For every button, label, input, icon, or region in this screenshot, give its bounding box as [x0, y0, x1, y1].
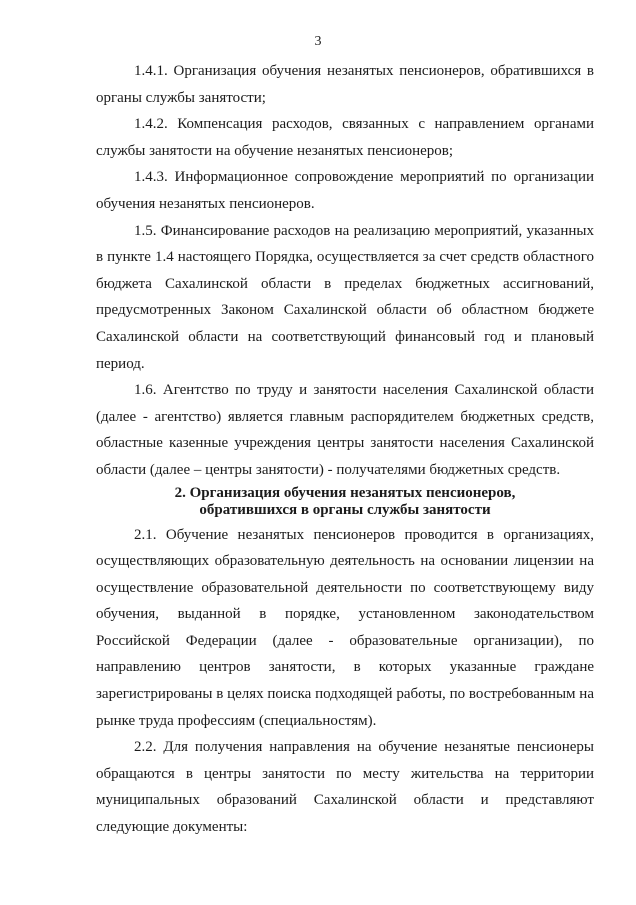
paragraph-1-4-1: 1.4.1. Организация обучения незанятых пенсионеров, обратившихся в органы службы занятости;	[96, 63, 594, 106]
document-body	[96, 58, 594, 841]
section-heading-line-2: обратившихся в органы службы занятости	[199, 501, 491, 518]
section-heading-line-1: 2. Организация обучения незанятых пенсионеров,	[174, 484, 516, 501]
page-number: 3	[314, 34, 322, 49]
section-heading	[96, 485, 594, 519]
paragraph-1-4-2: 1.4.2. Компенсация расходов, связанных с направлением органами службы занятости на обучение незанятых пенсионеров;	[96, 116, 594, 159]
paragraph-1-6: 1.6. Агентство по труду и занятости населения Сахалинской области (далее - агентство) является главным распорядителем бюджетных средств, областные казенные учреждения центры занятости населения Сахалинской области (далее – центры занятости) - получателями бюджетных средств.	[96, 382, 594, 478]
paragraph-1-5: 1.5. Финансирование расходов на реализацию мероприятий, указанных в пункте 1.4 настоящего Порядка, осуществляется за счет средств областного бюджета Сахалинской области в пределах бюджетных ассигнований, предусмотренных Законом Сахалинской области об областном бюджете Сахалинской области на соответствующий финансовый год и плановый период.	[96, 222, 594, 372]
paragraph-2-2: 2.2. Для получения направления на обучение незанятые пенсионеры обращаются в центры занятости по месту жительства на территории муниципальных образований Сахалинской области и представляют следующие документы:	[96, 739, 594, 836]
paragraph-2-1: 2.1. Обучение незанятых пенсионеров проводится в организациях, осуществляющих образовательную деятельность на основании лицензии на осуществление образовательной деятельности по соответствующему виду обучения, выданной в порядке, установленном законодательством Российской Федерации (далее - образовательные организации), по направлению центров занятости, в которых указанные граждане зарегистрированы в целях поиска подходящей работы, по востребованным на рынке труда профессиям (специальностям).	[96, 526, 594, 729]
paragraph-1-4-3: 1.4.3. Информационное сопровождение мероприятий по организации обучения незанятых пенсионеров.	[96, 169, 594, 212]
